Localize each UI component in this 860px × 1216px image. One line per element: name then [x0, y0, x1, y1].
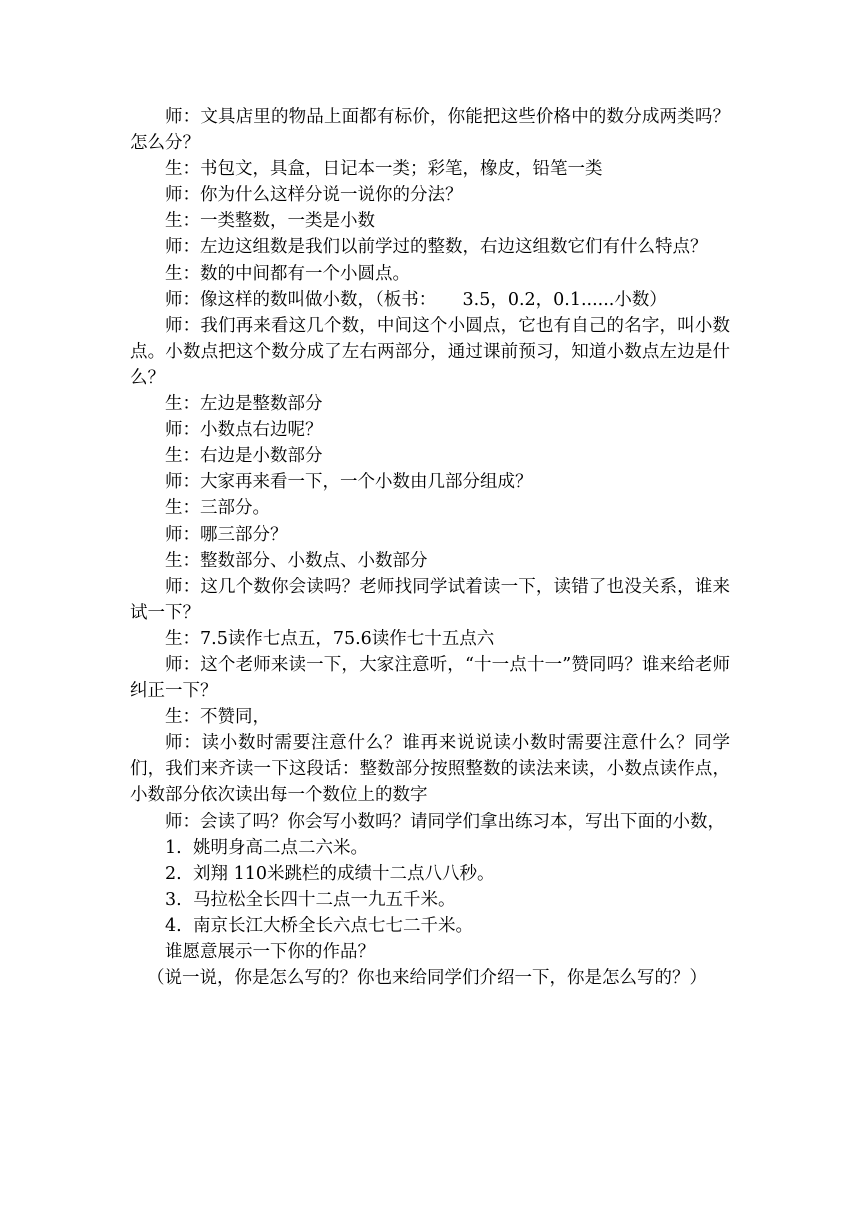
document-page: [130, 104, 730, 991]
exercise-list: [130, 835, 730, 939]
paragraph: 生：三部分。: [165, 498, 270, 519]
list-text: 刘翔 110米跳栏的成绩十二点八八秒。: [193, 863, 495, 884]
paragraph: 师：读小数时需要注意什么？谁再来说说读小数时需要注意什么？同学们，我们来齐读一下这段话：整数部分按照整数的读法来读，小数点读作点，小数部分依次读出每一个数位上的数字: [130, 733, 730, 806]
list-text: 南京长江大桥全长六点七七二千米。: [193, 915, 473, 936]
paragraph: 生：右边是小数部分: [165, 446, 323, 467]
paragraph: 生：书包文，具盒，日记本一类；彩笔，橡皮，铅笔一类: [165, 159, 603, 180]
list-number: 3.: [165, 889, 182, 910]
paragraph: 谁愿意展示一下你的作品？: [165, 942, 375, 962]
list-text: 姚明身高二点二六米。: [193, 837, 368, 858]
paragraph: 师：小数点右边呢？: [165, 420, 323, 441]
paragraph: 生：左边是整数部分: [165, 394, 323, 415]
paragraph: 生：数的中间都有一个小圆点。: [165, 263, 410, 284]
list-text: 马拉松全长四十二点一九五千米。: [193, 889, 456, 910]
paragraph: （说一说，你是怎么写的？你也来给同学们介绍一下，你是怎么写的？）: [147, 968, 707, 989]
paragraph: 师：像这样的数叫做小数，（板书： 3.5，0.2，0.1......小数）: [165, 289, 667, 310]
paragraph: 师：这几个数你会读吗？老师找同学试着读一下，读错了也没关系，谁来试一下？: [130, 576, 730, 623]
list-item: [130, 835, 730, 861]
paragraph: 师：左边这组数是我们以前学过的整数，右边这组数它们有什么特点？: [165, 237, 708, 258]
list-item: [130, 861, 730, 887]
paragraph: 师：哪三部分？: [165, 524, 288, 545]
paragraph: 生：整数部分、小数点、小数部分: [165, 550, 428, 571]
paragraph: 师：文具店里的物品上面都有标价，你能把这些价格中的数分成两类吗？怎么分？: [130, 107, 730, 154]
paragraph: 师：会读了吗？你会写小数吗？请同学们拿出练习本，写出下面的小数，: [165, 811, 725, 832]
paragraph: 生：不赞同，: [165, 707, 270, 728]
list-number: 4.: [165, 915, 182, 936]
paragraph: 师：这个老师来读一下，大家注意听，“十一点十一”赞同吗？谁来给老师纠正一下？: [130, 654, 730, 702]
paragraph: 师：我们再来看这几个数，中间这个小圆点，它也有自己的名字，叫小数点。小数点把这个数分成了左右两部分，通过课前预习，知道小数点左边是什么？: [130, 315, 730, 388]
paragraph: 生：7.5读作七点五，75.6读作七十五点六: [165, 628, 495, 649]
paragraph: 师：你为什么这样分说一说你的分法？: [165, 185, 463, 206]
list-number: 1.: [165, 837, 182, 858]
list-number: 2.: [165, 863, 182, 884]
list-item: [130, 887, 730, 913]
list-item: [130, 913, 730, 939]
paragraph: 师：大家再来看一下，一个小数由几部分组成？: [165, 472, 533, 493]
paragraph: 生：一类整数，一类是小数: [165, 211, 375, 232]
